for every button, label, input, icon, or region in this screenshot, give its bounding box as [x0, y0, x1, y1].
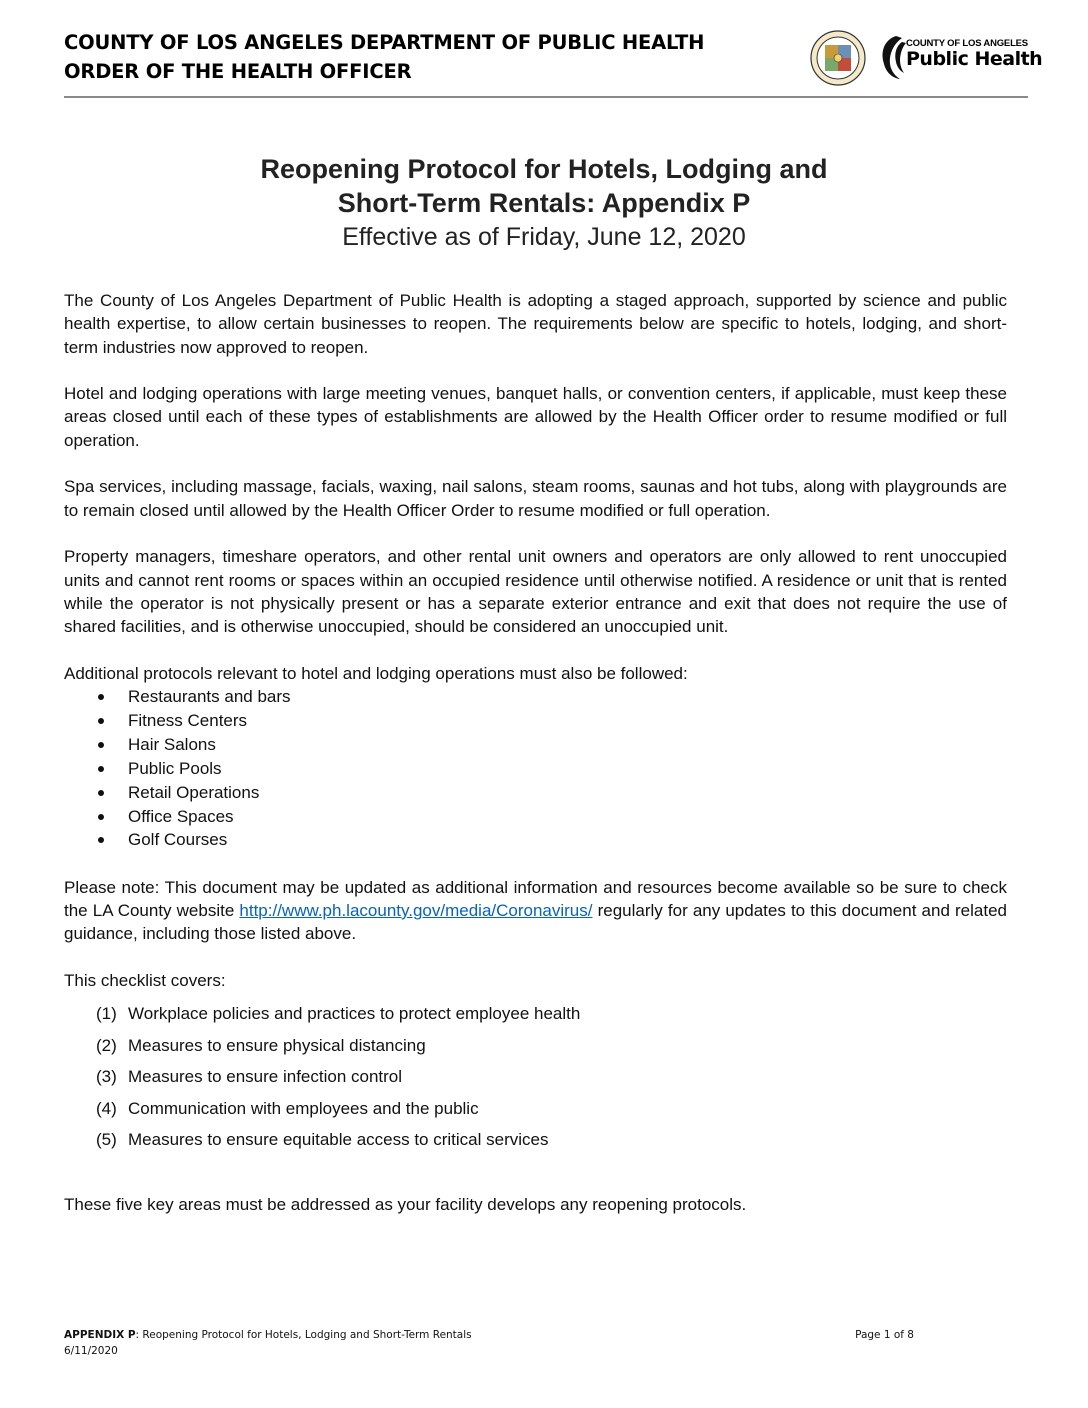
public-health-mark-icon [876, 34, 908, 80]
page-title-line2: Short-Term Rentals: Appendix P [337, 188, 751, 218]
list-item-text: Fitness Centers [128, 710, 248, 730]
bullet-icon [98, 718, 104, 724]
checklist-text: Workplace policies and practices to protect employee health [128, 1004, 581, 1024]
footer-date: 6/11/2020 [64, 1345, 118, 1357]
bullet-icon [98, 742, 104, 748]
checklist-intro: This checklist covers: [64, 970, 226, 990]
checklist-item [64, 1093, 1007, 1125]
checklist-item [64, 1124, 1007, 1156]
bullet-icon [98, 814, 104, 820]
checklist-number: (4) [96, 1098, 117, 1118]
checklist-number: (2) [96, 1035, 117, 1055]
logo-county-text: COUNTY OF LOS ANGELES [906, 38, 1028, 49]
page-title-line1: Reopening Protocol for Hotels, Lodging and [260, 154, 828, 184]
checklist-number: (5) [96, 1130, 117, 1150]
update-note-paragraph [64, 876, 1007, 946]
county-seal-icon [810, 30, 866, 86]
additional-protocols-paragraph: Additional protocols relevant to hotel and lodging operations must also be followed: [64, 663, 688, 683]
checklist-text: Measures to ensure physical distancing [128, 1035, 426, 1055]
bullet-icon [98, 694, 104, 700]
public-health-logo [876, 34, 1043, 82]
note-text-end: regularly for any updates to this document and related guidance, including those listed above. [64, 900, 1007, 944]
checklist-number: (1) [96, 1004, 117, 1024]
checklist-text: Communication with employees and the public [128, 1098, 479, 1118]
header-department: COUNTY OF LOS ANGELES DEPARTMENT OF PUBLIC HEALTH [64, 31, 705, 54]
footer-title [64, 1327, 914, 1343]
effective-date: Effective as of Friday, June 12, 2020 [342, 223, 746, 251]
protocol-list [64, 685, 1007, 852]
logo-public-health-text: Public Health [906, 48, 1043, 70]
checklist-item [64, 1030, 1007, 1062]
document-body [64, 289, 1007, 1216]
rental-units-paragraph: Property managers, timeshare operators, and other rental unit owners and operators are only allowed to rent unoccupied units and cannot rent rooms or spaces within an occupied residence until otherwise notified. A residence or unit that is rented while the operator is not physically present or has a separate exterior entrance and exit that does not require the use of shared facilities, and is otherwise unoccupied, should be considered an unoccupied unit. [64, 547, 1007, 637]
list-item-text: Hair Salons [128, 734, 216, 754]
checklist-item [64, 1061, 1007, 1093]
list-item-text: Retail Operations [128, 782, 260, 802]
checklist-text: Measures to ensure equitable access to critical services [128, 1130, 549, 1150]
intro-paragraph: The County of Los Angeles Department of Public Health is adopting a staged approach, supported by science and public health expertise, to allow certain businesses to reopen. The requirements below are specific to hotels, lodging, and short-term industries now approved to reopen. [64, 291, 1007, 357]
list-item-text: Golf Courses [128, 830, 228, 850]
checklist-item [64, 998, 1007, 1030]
list-item [64, 733, 1007, 757]
list-item [64, 781, 1007, 805]
closing-paragraph: These five key areas must be addressed as your facility develops any reopening protocols. [64, 1194, 747, 1214]
footer-appendix-label: APPENDIX P [64, 1329, 136, 1341]
list-item [64, 709, 1007, 733]
list-item [64, 685, 1007, 709]
list-item [64, 805, 1007, 829]
meeting-venues-paragraph: Hotel and lodging operations with large meeting venues, banquet halls, or convention centers, if applicable, must keep these areas closed until each of these types of establishments are allowed by the Health Officer order to resume modified or full operation. [64, 384, 1007, 450]
footer-appendix-title: : Reopening Protocol for Hotels, Lodging and Short-Term Rentals [135, 1329, 472, 1341]
title-block [64, 152, 1024, 254]
checklist-number: (3) [96, 1067, 117, 1087]
list-item [64, 757, 1007, 781]
list-item [64, 828, 1007, 852]
spa-services-paragraph: Spa services, including massage, facials, waxing, nail salons, steam rooms, saunas and hot tubs, along with playgrounds are to remain closed until allowed by the Health Officer Order to resume modified or full operation. [64, 477, 1007, 520]
bullet-icon [98, 790, 104, 796]
checklist [64, 998, 1007, 1156]
bullet-icon [98, 837, 104, 843]
coronavirus-website-link[interactable]: http://www.ph.lacounty.gov/media/Coronavirus/ [239, 900, 593, 920]
document-footer [64, 1327, 914, 1359]
note-text: Please note: This document may be updated as additional information and resources become available so be sure to check the LA County website [64, 877, 1007, 920]
list-item-text: Public Pools [128, 758, 222, 778]
document-header [64, 28, 1043, 98]
header-order: ORDER OF THE HEALTH OFFICER [64, 60, 412, 83]
bullet-icon [98, 766, 104, 772]
page-number: Page 1 of 8 [855, 1329, 914, 1341]
list-item-text: Office Spaces [128, 806, 234, 826]
checklist-text: Measures to ensure infection control [128, 1067, 403, 1087]
list-item-text: Restaurants and bars [128, 687, 291, 707]
